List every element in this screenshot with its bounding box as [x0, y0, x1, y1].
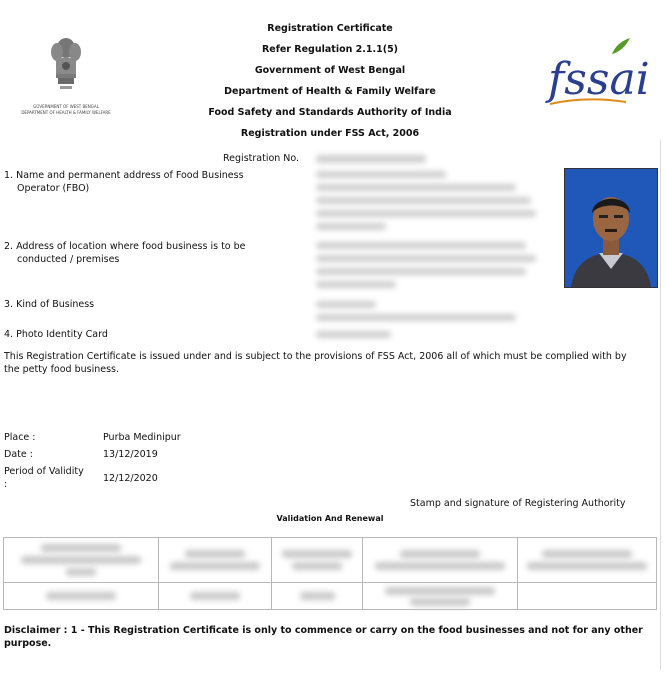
- table-row: [4, 583, 657, 610]
- field-premises-label-line-2: conducted / premises: [17, 254, 120, 265]
- government-name: Government of West Bengal: [254, 65, 406, 76]
- fssai-logo: [546, 32, 650, 114]
- disclaimer: Disclaimer : 1 - This Registration Certificate is only to commence or carry on the food businesses and not for any other purpose.: [4, 625, 643, 649]
- table-header-cell: [4, 538, 159, 583]
- field-fbo-label: [4, 169, 244, 195]
- table-cell: [272, 583, 363, 610]
- certificate-notice: This Registration Certificate is issued under and is subject to the provisions of FSS Act, 2006 all of which must be complied with by the petty food business.: [4, 351, 627, 375]
- validation-renewal-table: [3, 537, 657, 610]
- field-fbo-label-line-2: Operator (FBO): [17, 183, 90, 194]
- certificate-title: Registration Certificate: [267, 23, 393, 34]
- validity-label-line-1: Period of Validity: [4, 466, 84, 477]
- date-label: Date :: [4, 449, 33, 460]
- authority-name: Food Safety and Standards Authority of India: [208, 107, 452, 118]
- emblem-caption-line-2: DEPARTMENT OF HEALTH & FAMILY WELFARE: [21, 110, 111, 115]
- emblem-caption-line-1: GOVERNMENT OF WEST BENGAL: [33, 104, 99, 109]
- field-premises-label-line-1: 2. Address of location where food business is to be: [4, 241, 246, 252]
- registration-no-value-redacted: [316, 155, 426, 163]
- table-header-cell: [518, 538, 657, 583]
- table-header-row: [4, 538, 657, 583]
- validity-label: [4, 465, 84, 491]
- act-reference: Registration under FSS Act, 2006: [240, 128, 420, 139]
- place-label: Place :: [4, 432, 36, 443]
- table-cell: [159, 583, 272, 610]
- field-premises-label: [4, 240, 246, 266]
- regulation-reference: Refer Regulation 2.1.1(5): [261, 44, 399, 55]
- table-cell: [363, 583, 518, 610]
- validity-label-line-2: :: [4, 479, 8, 490]
- table-header-cell: [272, 538, 363, 583]
- table-header-cell: [159, 538, 272, 583]
- operator-photo: [564, 168, 658, 288]
- logo-text: fssai: [548, 54, 650, 105]
- field-photo-id-label: 4. Photo Identity Card: [4, 329, 108, 340]
- table-cell: [518, 583, 657, 610]
- date-value: 13/12/2019: [103, 449, 158, 460]
- registration-no-label: Registration No.: [223, 153, 300, 164]
- place-value: Purba Medinipur: [103, 432, 181, 443]
- field-fbo-label-line-1: 1. Name and permanent address of Food Business: [4, 170, 244, 181]
- page-edge-divider: [660, 140, 661, 670]
- validity-value: 12/12/2020: [103, 473, 158, 484]
- field-kind-of-business-label: 3. Kind of Business: [4, 299, 95, 310]
- table-header-cell: [363, 538, 518, 583]
- department-name: Department of Health & Family Welfare: [224, 86, 436, 97]
- state-emblem-icon: [44, 28, 88, 94]
- table-cell: [4, 583, 159, 610]
- validation-renewal-title: Validation And Renewal: [276, 514, 384, 523]
- field-photo-id-value-redacted: [316, 331, 391, 338]
- emblem-caption: [18, 104, 114, 116]
- stamp-signature-label: Stamp and signature of Registering Authority: [410, 498, 626, 509]
